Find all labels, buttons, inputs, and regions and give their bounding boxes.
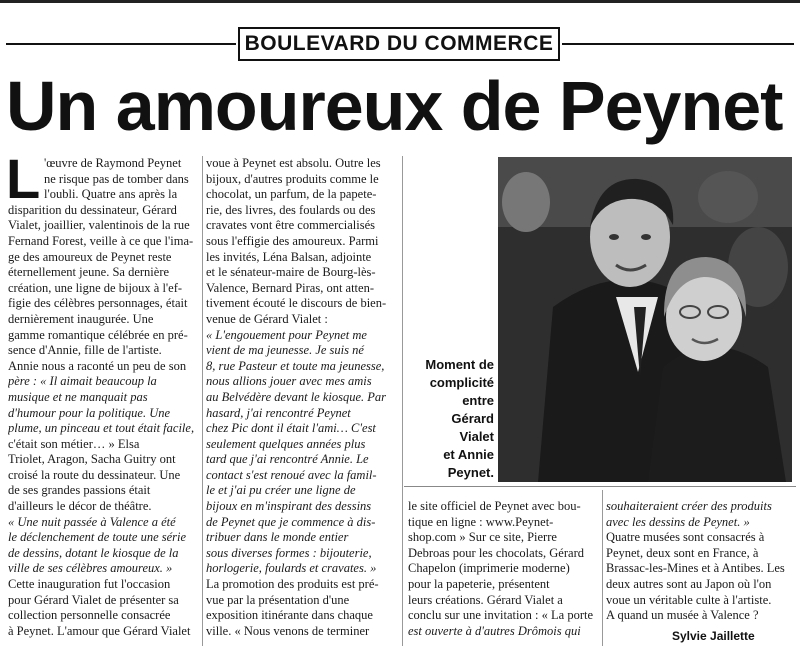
article-line: tivement écouté le discours de bien- <box>206 296 387 311</box>
article-line: 'œuvre de Raymond Peynet <box>44 156 182 170</box>
article-line: « Une nuit passée à Valence a été <box>8 514 176 529</box>
section-rubric: BOULEVARD DU COMMERCE <box>238 27 560 61</box>
article-line: nous allions jouer avec mes amis <box>206 374 372 389</box>
article-line: sous l'effigie des amoureux. Parmi <box>206 233 379 248</box>
caption-line: complicité <box>429 375 494 390</box>
article-line: ville de ses célèbres amoureux. » <box>8 561 173 576</box>
article-line: Peynet, deux sont en France, à <box>606 545 759 560</box>
rubric-rule-right <box>562 43 794 45</box>
photo-bottom-rule <box>404 486 796 487</box>
article-line: Valence, Bernard Piras, ont atten- <box>206 280 374 295</box>
article-line: chocolat, un parfum, de la papete- <box>206 187 377 202</box>
article-line: « L'engouement pour Peynet me <box>206 327 367 342</box>
article-line: à Peynet. L'amour que Gérard Vialet <box>8 623 191 638</box>
article-line: ville. « Nous venons de terminer <box>206 623 370 638</box>
article-line: chez Pic dont il était l'ami… C'est <box>206 421 376 436</box>
article-line: tribuer dans le monde entier <box>206 530 349 545</box>
article-line: contact s'est renoué avec la famil- <box>206 467 377 482</box>
article-line: deux autres sont au Japon où l'on <box>606 576 772 591</box>
article-line: c'était son métier… » Elsa <box>8 436 140 451</box>
rubric-rule-left <box>6 43 236 45</box>
column-divider <box>202 156 203 646</box>
article-line: pour Gérard Vialet de présenter sa <box>8 592 179 607</box>
article-line: 8, rue Pasteur et toute ma jeunesse, <box>206 358 385 373</box>
article-line: tique en ligne : www.Peynet- <box>408 514 554 529</box>
caption-line: entre <box>462 393 494 408</box>
article-line: plume, un pinceau et tout était facile, <box>8 421 195 436</box>
article-line: père : « Il aimait beaucoup la <box>8 374 157 389</box>
article-column-1 <box>8 156 200 639</box>
article-line: hasard, j'ai rencontré Peynet <box>206 405 351 420</box>
caption-line: Vialet <box>459 429 494 444</box>
article-line: rie, des livres, des foulards ou des <box>206 202 376 217</box>
author-signature: Sylvie Jaillette <box>672 629 755 643</box>
photo-image <box>498 157 792 482</box>
article-line: le site officiel de Peynet avec bou- <box>408 499 581 513</box>
article-line: Brassac-les-Mines et à Antibes. Les <box>606 561 785 576</box>
article-line: Cette inauguration fut l'occasion <box>8 577 171 592</box>
article-line: horlogerie, foulards et cravates. » <box>206 561 377 576</box>
article-line: d'ailleurs le décor de théâtre. <box>8 499 152 514</box>
article-line: voue à Peynet est absolu. Outre les <box>206 156 381 170</box>
caption-line: Gérard <box>451 411 494 426</box>
caption-line: Peynet. <box>447 465 494 480</box>
article-line: A quand un musée à Valence ? <box>606 608 759 623</box>
article-line: est ouverte à d'autres Drômois qui <box>408 623 581 638</box>
article-line: collection personnelle consacrée <box>8 608 171 623</box>
article-line: leurs créations. Gérard Vialet a <box>408 592 563 607</box>
article-line: pour la papeterie, présentent <box>408 576 550 591</box>
article-line: venue de Gérard Vialet : <box>206 311 328 326</box>
article-line: avec les dessins de Peynet. » <box>606 514 750 529</box>
caption-line: et Annie <box>443 447 494 462</box>
article-line: figie des célèbres personnages, était <box>8 296 188 311</box>
article-line: dernièrement inaugurée. Une <box>8 311 154 326</box>
article-line: au Belvédère devant le kiosque. Par <box>206 389 387 404</box>
caption-line: Moment de <box>425 357 494 372</box>
article-column-3 <box>408 499 598 639</box>
article-line: croisé la route du dessinateur. Une <box>8 467 181 482</box>
article-line: disparition du dessinateur, Gérard <box>8 202 177 217</box>
article-line: d'humour pour la politique. Une <box>8 405 171 420</box>
drop-cap: L <box>6 147 41 210</box>
article-line: de Peynet que je commence à dis- <box>206 514 376 529</box>
article-line: éternellement jeune. Sa dernière <box>8 265 170 280</box>
article-line: sence d'Annie, fille de l'artiste. <box>8 343 162 358</box>
article-line: conclu sur une invitation : « La porte <box>408 608 594 623</box>
article-line: ge des amoureux de Peynet reste <box>8 249 172 264</box>
article-line: bijoux en m'inspirant des dessins <box>206 499 372 514</box>
article-line: musique et ne manquait pas <box>8 389 148 404</box>
article-column-4 <box>606 499 796 624</box>
article-line: shop.com » Sur ce site, Pierre <box>408 530 557 545</box>
article-line: l'oubli. Quatre ans après la <box>44 187 178 202</box>
article-line: seulement quelques années plus <box>206 436 366 451</box>
article-line: Vialet, joaillier, valentinois de la rue <box>8 218 190 233</box>
article-line: Debroas pour les chocolats, Gérard <box>408 545 584 560</box>
article-line: le déclenchement de toute une série <box>8 530 187 545</box>
article-line: Annie nous a raconté un peu de son <box>8 358 187 373</box>
top-rule <box>0 0 800 3</box>
article-line: La promotion des produits est pré- <box>206 577 379 592</box>
article-line: souhaiteraient créer des produits <box>606 499 772 513</box>
article-line: gamme romantique célébrée en pré- <box>8 327 188 342</box>
column-divider <box>602 490 603 646</box>
photo-caption <box>402 356 494 482</box>
article-line: Triolet, Aragon, Sacha Guitry ont <box>8 452 176 467</box>
article-line: cravates vont être commercialisés <box>206 218 376 233</box>
article-line: Fernand Forest, veille à ce que l'ima- <box>8 233 194 248</box>
article-line: création, une ligne de bijoux à l'ef- <box>8 280 183 295</box>
article-column-2 <box>206 156 398 639</box>
article-line: voue un véritable culte à l'artiste. <box>606 592 772 607</box>
article-line: bijoux, d'autres produits comme le <box>206 171 379 186</box>
article-line: ne risque pas de tomber dans <box>44 171 189 186</box>
article-line: exposition itinérante dans chaque <box>206 608 373 623</box>
article-line: le et j'ai pu créer une ligne de <box>206 483 356 498</box>
article-line: de dessins, dotant le kiosque de la <box>8 545 179 560</box>
article-line: tard que j'ai rencontré Annie. Le <box>206 452 369 467</box>
article-line: de ses grandes passions était <box>8 483 151 498</box>
article-line: Chapelon (imprimerie moderne) <box>408 561 570 576</box>
article-line: vient de ma jeunesse. Je suis né <box>206 343 364 358</box>
article-line: et le sénateur-maire de Bourg-lès- <box>206 265 376 280</box>
headline: Un amoureux de Peynet <box>6 67 783 145</box>
article-line: les invités, Léna Balsan, adjointe <box>206 249 372 264</box>
article-line: sous diverses formes : bijouterie, <box>206 545 372 560</box>
article-line: vue par la présentation d'une <box>206 592 350 607</box>
article-line: Quatre musées sont consacrés à <box>606 530 765 545</box>
photo-gerard-vialet-annie-peynet <box>498 157 792 482</box>
